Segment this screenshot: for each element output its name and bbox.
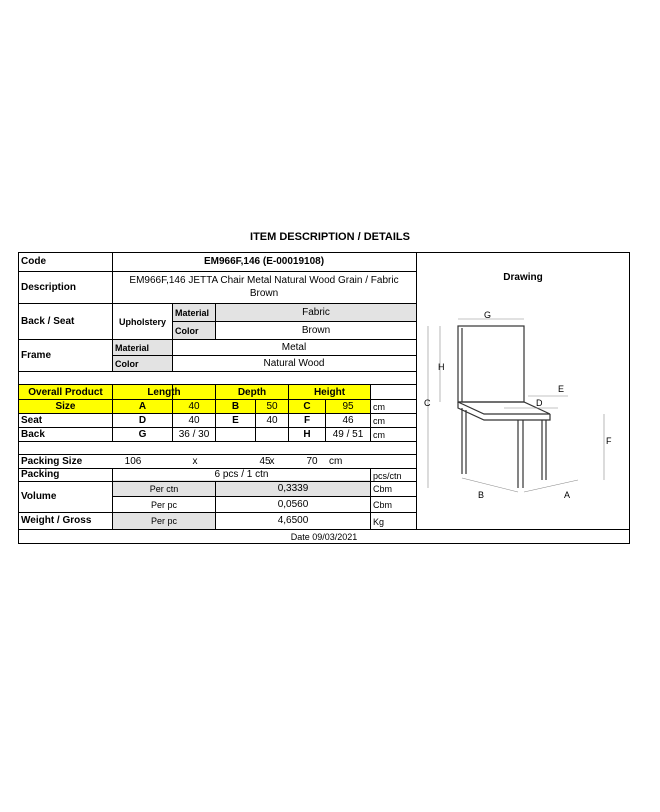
back-g: G bbox=[138, 429, 147, 440]
back-seat-label: Back / Seat bbox=[21, 316, 75, 327]
weight-value: 4,6500 bbox=[277, 515, 309, 526]
upholstery-color-label: Color bbox=[175, 326, 199, 336]
volume-label: Volume bbox=[21, 491, 57, 502]
weight-label: Weight / Gross bbox=[21, 515, 92, 526]
size-c-value: 95 bbox=[342, 401, 354, 412]
volume-per-pc-unit: Cbm bbox=[373, 500, 393, 510]
packing-value: 6 pcs / 1 ctn bbox=[214, 469, 269, 480]
size-b-value: 50 bbox=[266, 401, 278, 412]
frame-material-label: Material bbox=[115, 343, 150, 353]
size-unit: cm bbox=[373, 402, 385, 412]
dim-e: E bbox=[558, 384, 565, 394]
overall-size-label-1: Overall Product bbox=[28, 387, 103, 398]
upholstery-material-value: Fabric bbox=[302, 307, 330, 318]
dim-c: C bbox=[424, 398, 431, 408]
size-c: C bbox=[303, 401, 311, 412]
page-title: ITEM DESCRIPTION / DETAILS bbox=[250, 231, 410, 243]
dim-d: D bbox=[536, 398, 543, 408]
packing-size-x2: x bbox=[269, 456, 275, 467]
seat-f-value: 46 bbox=[342, 415, 354, 426]
packing-size-w: 45 bbox=[259, 456, 271, 467]
frame-label: Frame bbox=[21, 350, 52, 361]
packing-size-unit: cm bbox=[329, 456, 343, 467]
date-text: Date 09/03/2021 bbox=[290, 532, 358, 542]
volume-per-pc-value: 0,0560 bbox=[277, 499, 309, 510]
weight-per-pc-label: Per pc bbox=[150, 516, 177, 526]
packing-unit: pcs/ctn bbox=[373, 471, 402, 481]
dim-a: A bbox=[564, 490, 571, 500]
packing-size-label: Packing Size bbox=[21, 456, 83, 467]
seat-e: E bbox=[232, 415, 239, 426]
volume-per-ctn-value: 0,3339 bbox=[277, 483, 309, 494]
description-value-line2: Brown bbox=[249, 288, 279, 299]
packing-size-x1: x bbox=[192, 456, 198, 467]
frame-material-value: Metal bbox=[281, 342, 307, 353]
size-a: A bbox=[138, 401, 147, 412]
back-unit: cm bbox=[373, 430, 385, 440]
seat-d: D bbox=[138, 415, 147, 426]
dim-g: G bbox=[484, 310, 492, 320]
back-h-value: 49 / 51 bbox=[332, 429, 364, 440]
frame-color-value: Natural Wood bbox=[263, 358, 325, 369]
packing-size-l: 106 bbox=[124, 456, 142, 467]
front-right-leg bbox=[542, 420, 546, 480]
chair-back bbox=[458, 326, 524, 402]
volume-per-ctn-label: Per ctn bbox=[149, 484, 179, 494]
seat-d-value: 40 bbox=[188, 415, 200, 426]
seat-e-value: 40 bbox=[266, 415, 278, 426]
description-value-line1: EM966F,146 JETTA Chair Metal Natural Wood Grain / Fabric bbox=[129, 275, 399, 286]
back-label: Back bbox=[21, 429, 45, 440]
size-b: B bbox=[231, 401, 240, 412]
packing-size-h: 70 bbox=[306, 456, 318, 467]
packing-label: Packing bbox=[21, 469, 60, 480]
front-left-leg bbox=[518, 420, 523, 488]
depth-header: Depth bbox=[237, 387, 267, 398]
seat-f: F bbox=[303, 415, 311, 426]
code-value: EM966F,146 (E-00019108) bbox=[203, 256, 325, 267]
upholstery-material-label: Material bbox=[175, 308, 210, 318]
description-label: Description bbox=[21, 282, 77, 293]
dim-b: B bbox=[478, 490, 485, 500]
volume-per-pc-label: Per pc bbox=[150, 500, 177, 510]
volume-per-ctn-unit: Cbm bbox=[373, 484, 393, 494]
back-left-leg bbox=[462, 408, 466, 474]
back-h: H bbox=[303, 429, 311, 440]
overall-size-label-2: Size bbox=[55, 401, 76, 412]
size-a-value: 40 bbox=[188, 401, 200, 412]
code-label: Code bbox=[21, 256, 46, 267]
length-header: Length bbox=[147, 387, 181, 398]
seat-label: Seat bbox=[21, 415, 43, 426]
dim-h: H bbox=[438, 362, 445, 372]
back-g-value: 36 / 30 bbox=[178, 429, 210, 440]
weight-unit: Kg bbox=[373, 517, 385, 527]
dim-f: F bbox=[606, 436, 612, 446]
frame-color-label: Color bbox=[115, 359, 139, 369]
upholstery-color-value: Brown bbox=[301, 325, 331, 336]
height-header: Height bbox=[313, 387, 346, 398]
upholstery-label: Upholstery bbox=[118, 317, 166, 327]
seat-unit: cm bbox=[373, 416, 385, 426]
drawing-label: Drawing bbox=[503, 272, 543, 283]
chair-drawing bbox=[418, 302, 628, 528]
